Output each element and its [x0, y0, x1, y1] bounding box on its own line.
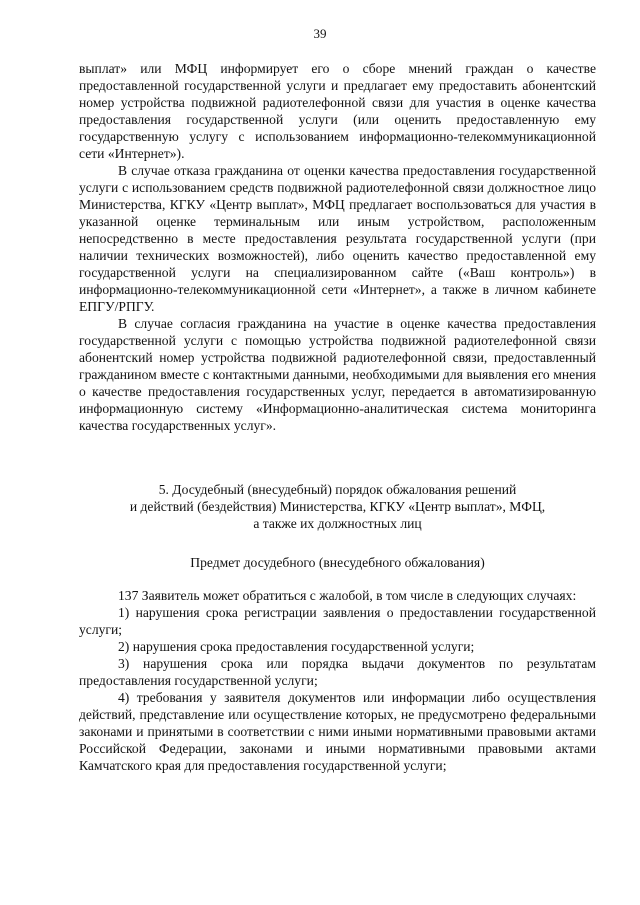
section-heading-line-1: 5. Досудебный (внесудебный) порядок обжалования решений: [158, 482, 517, 497]
list-item-2: 2) нарушения срока предоставления государственной услуги;: [118, 639, 475, 654]
paragraph-refusal-case: В случае отказа гражданина от оценки качества предоставления государственной услуги с использованием средств подвижной радиотелефонной связи должностное лицо Министерства, КГКУ «Центр выплат», МФЦ предлагает воспользоваться для участия в указанной оценке терминальным или иным устройством, расположенным непосредственно в месте предоставления результата государственной услуги (при наличии технических возможностей), либо оценить качество предоставленной ему государственной услуги на специализированном сайте («Ваш контроль») в информационно-телекоммуникационной сети «Интернет», а также в личном кабинете ЕПГУ/РПГУ.: [79, 163, 596, 314]
paragraph-consent-case: В случае согласия гражданина на участие в оценке качества предоставления государственной услуги с помощью устройства подвижной радиотелефонной связи абонентский номер устройства подвижной радиотелефонной связи, предоставленный гражданином вместе с контактными данными, необходимыми для выявления его мнения о качестве предоставления государственных услуг, передается в автоматизированную информационную систему «Информационно-аналитическая система мониторинга качества государственных услуг».: [79, 316, 596, 433]
paragraph-continuation: выплат» или МФЦ информирует его о сборе мнений граждан о качестве предоставленной государственной услуги и предлагает ему предоставить абонентский номер устройства подвижной радиотелефонной связи для участия в оценке качества предоставления государственной услуги (или оценить предоставленную ему государственную услугу с использованием информационно-телекоммуникационной сети «Интернет»).: [79, 61, 596, 161]
page-number: 39: [313, 26, 327, 41]
list-item-1: 1) нарушения срока регистрации заявления о предоставлении государственной услуги;: [79, 605, 596, 637]
section-heading: [79, 481, 596, 532]
spacer: [79, 571, 596, 587]
paragraph-137: 137 Заявитель может обратиться с жалобой, в том числе в следующих случаях:: [118, 588, 577, 603]
section-heading-line-3: а также их должностных лиц: [253, 516, 422, 531]
list-item-4: 4) требования у заявителя документов или информации либо осуществления действий, представление или осуществление которых, не предусмотрено федеральными законами и принятыми в соответствии с ними иными нормативными правовыми актами Российской Федерации, законами и иными нормативными правовыми актами Камчатского края для предоставления государственной услуги;: [79, 690, 596, 773]
section-heading-line-2: и действий (бездействия) Министерства, КГКУ «Центр выплат», МФЦ,: [129, 499, 546, 514]
list-item-3: 3) нарушения срока или порядка выдачи документов по результатам предоставления государственной услуги;: [79, 656, 596, 688]
subsection-heading: Предмет досудебного (внесудебного обжалования): [190, 555, 485, 570]
spacer: [79, 434, 596, 481]
spacer: [79, 532, 596, 554]
page-content: [79, 60, 596, 774]
